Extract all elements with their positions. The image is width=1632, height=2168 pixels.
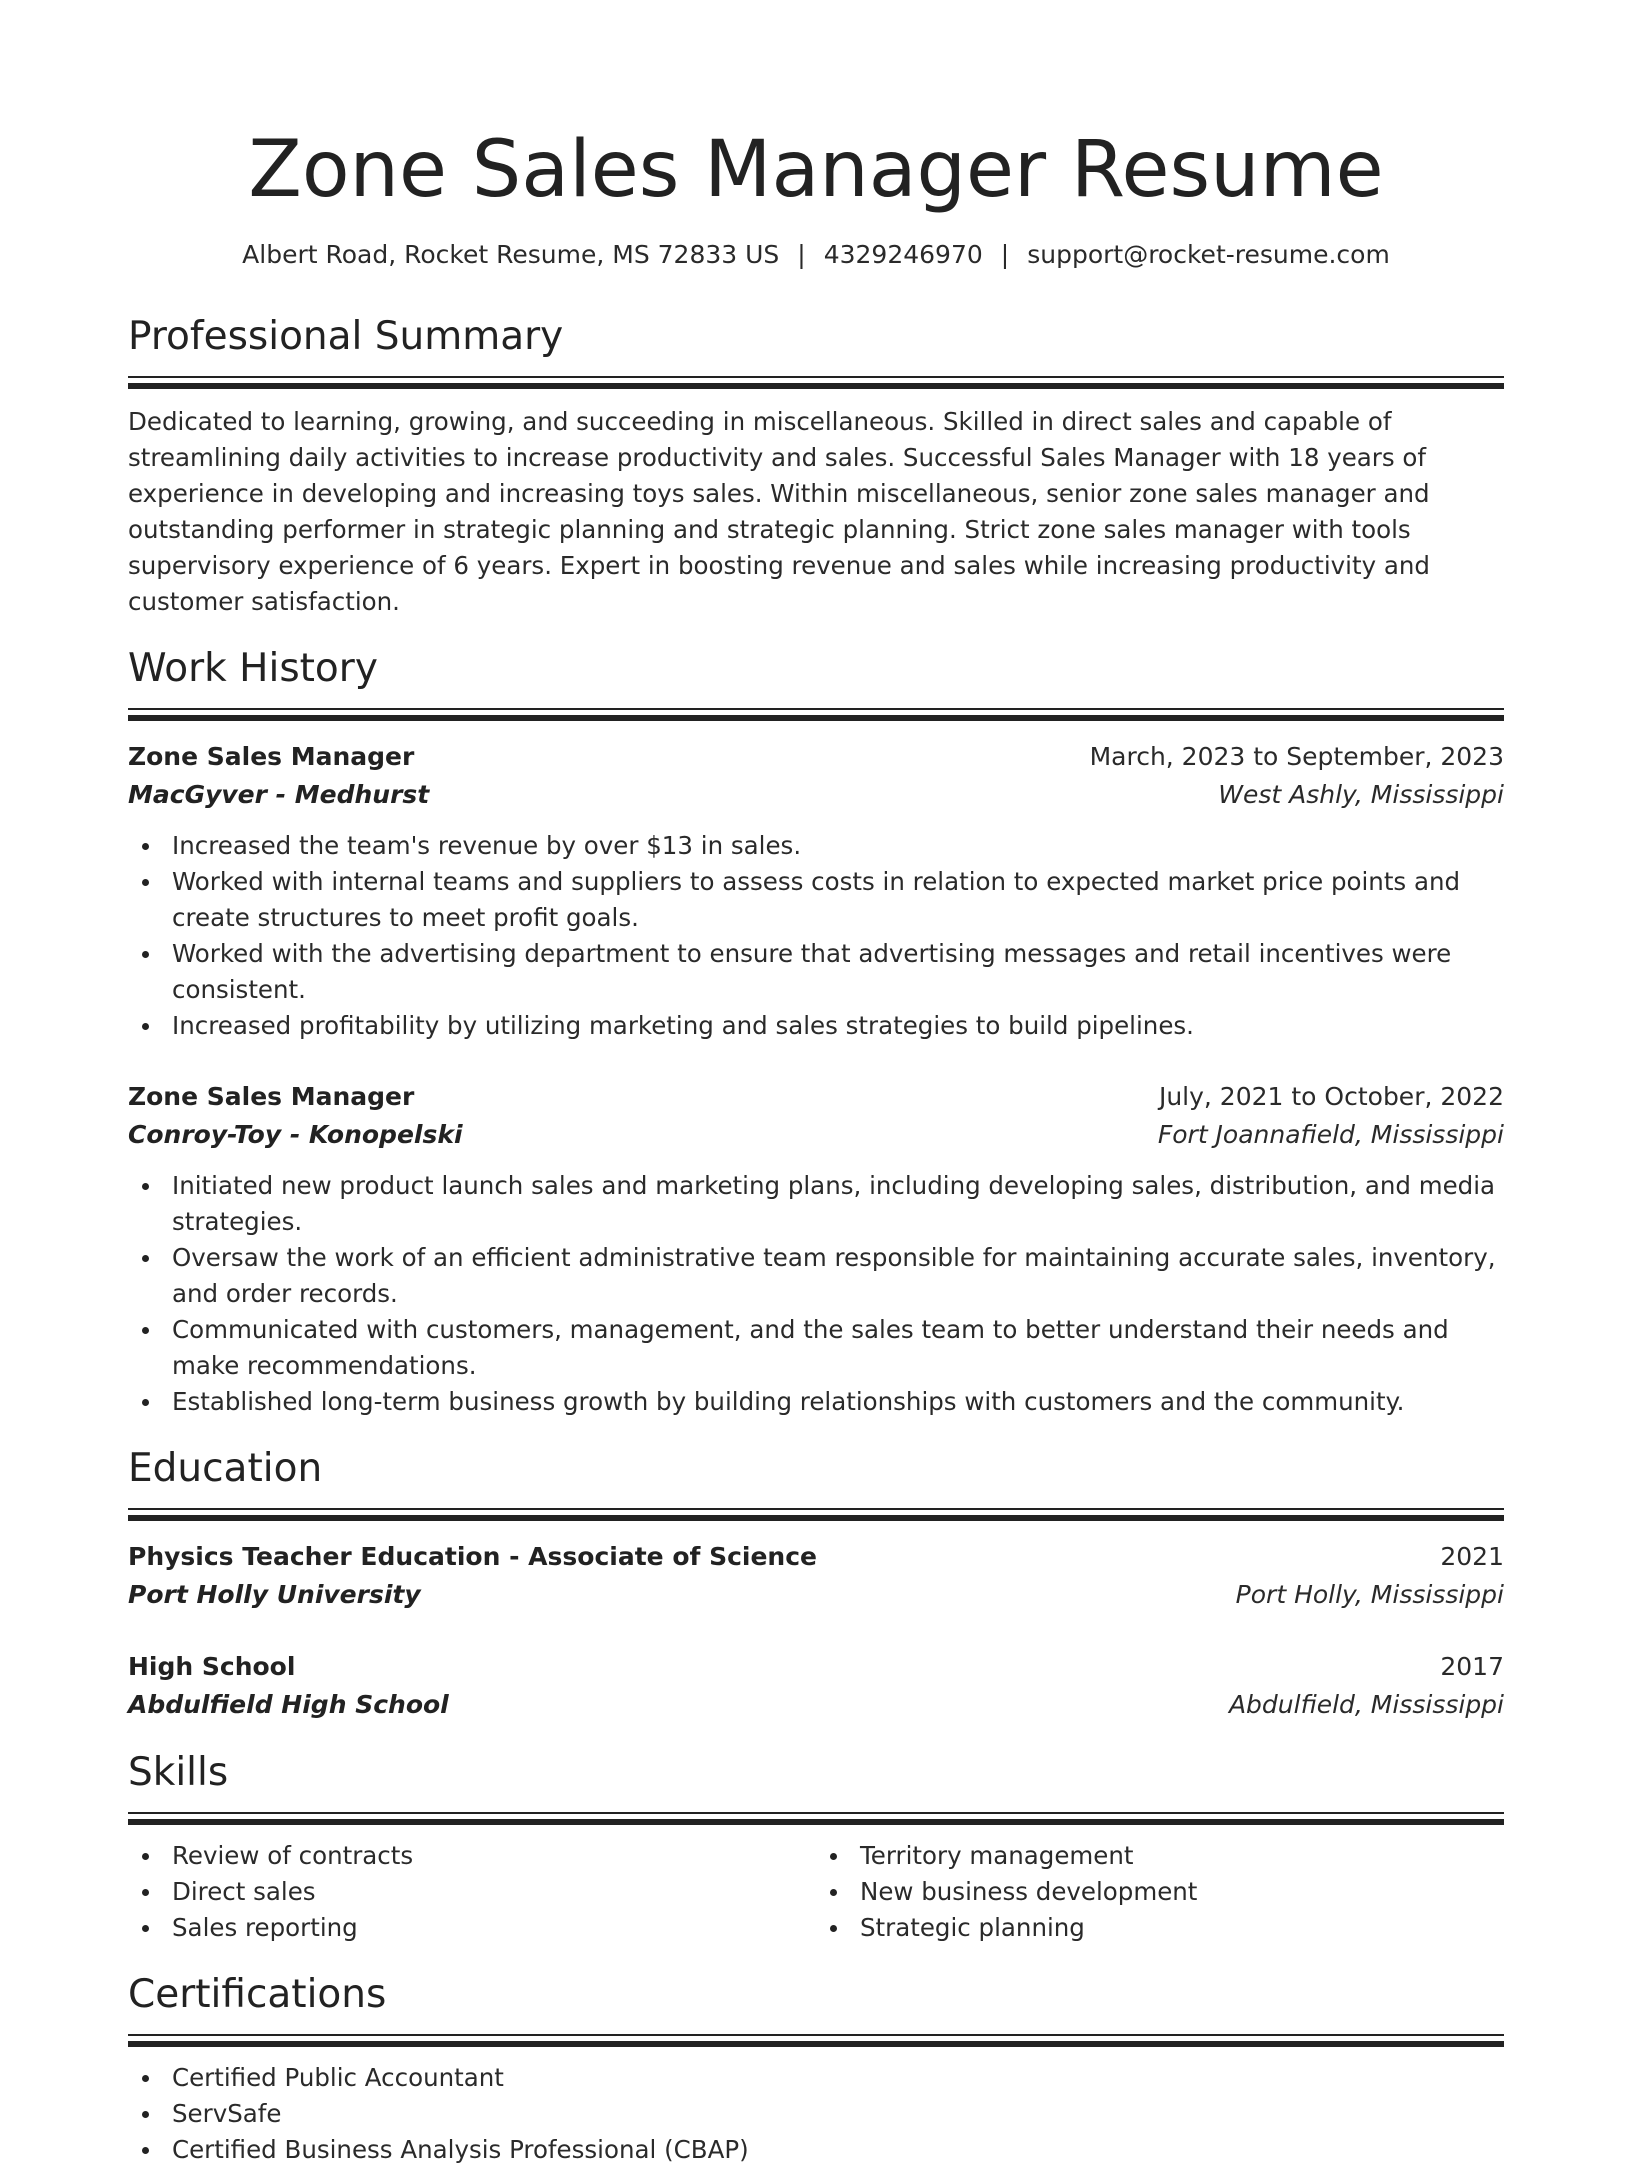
job-location: West Ashly, Mississippi — [1218, 780, 1504, 809]
list-item: Worked with the advertising department to ensure that advertising messages and retail incentives were consistent. — [128, 936, 1504, 1008]
skills-column-left — [128, 1838, 816, 1946]
contact-phone: 4329246970 — [823, 240, 983, 269]
education-section — [128, 1444, 1504, 1724]
school-name: Abdulfield High School — [128, 1690, 449, 1719]
section-divider — [128, 1508, 1504, 1520]
work-section — [128, 644, 1504, 1420]
list-item: Strategic planning — [816, 1910, 1504, 1946]
education-entry — [128, 1538, 1504, 1614]
education-entry — [128, 1648, 1504, 1724]
section-heading: Professional Summary — [128, 314, 564, 359]
school-name: Port Holly University — [128, 1580, 421, 1609]
job-company: Conroy-Toy - Konopelski — [128, 1120, 463, 1149]
skills-list — [128, 1838, 1504, 1946]
contact-separator: | — [1000, 240, 1010, 269]
certifications-list — [128, 2060, 1504, 2168]
list-item: Increased profitability by utilizing marketing and sales strategies to build pipelines. — [128, 1008, 1504, 1044]
job-entry — [128, 1078, 1504, 1420]
section-divider — [128, 2034, 1504, 2046]
job-bullets — [128, 828, 1504, 1044]
section-heading: Education — [128, 1446, 323, 1491]
contact-line — [128, 238, 1504, 272]
graduation-year: 2017 — [1440, 1652, 1504, 1681]
list-item: Communicated with customers, management, and the sales team to better understand their needs and make recommendations. — [128, 1312, 1504, 1384]
resume-title: Zone Sales Manager Resume — [248, 125, 1384, 215]
job-entry — [128, 738, 1504, 1044]
list-item: Initiated new product launch sales and marketing plans, including developing sales, distribution, and media strategies. — [128, 1168, 1504, 1240]
list-item: Certified Public Accountant — [128, 2060, 1504, 2096]
graduation-year: 2021 — [1440, 1542, 1504, 1571]
section-divider — [128, 376, 1504, 388]
summary-text: Dedicated to learning, growing, and succeeding in miscellaneous. Skilled in direct sales and capable of streamlining daily activities to increase productivity and sales. Successful Sales Manager with 18 years of experience in developing and increasing toys sales. Within miscellaneous, senior zone sales manager and outstanding performer in strategic planning and strategic planning. Strict zone sales manager with tools supervisory experience of 6 years. Expert in boosting revenue and sales while increasing productivity and customer satisfaction. — [128, 407, 1430, 616]
skills-section — [128, 1748, 1504, 1946]
school-location: Abdulfield, Mississippi — [1228, 1690, 1504, 1719]
section-heading: Work History — [128, 646, 378, 691]
job-bullets — [128, 1168, 1504, 1420]
list-item: Increased the team's revenue by over $13 in sales. — [128, 828, 1504, 864]
job-title: Zone Sales Manager — [128, 742, 415, 771]
contact-separator: | — [797, 240, 806, 269]
job-dates: July, 2021 to October, 2022 — [1158, 1082, 1504, 1111]
summary-section — [128, 312, 1504, 620]
degree: Physics Teacher Education - Associate of Science — [128, 1542, 818, 1571]
list-item: Oversaw the work of an efficient administrative team responsible for maintaining accurate sales, inventory, and order records. — [128, 1240, 1504, 1312]
job-company: MacGyver - Medhurst — [128, 780, 430, 809]
list-item: New business development — [816, 1874, 1504, 1910]
list-item: Worked with internal teams and suppliers to assess costs in relation to expected market price points and create structures to meet profit goals. — [128, 864, 1504, 936]
degree: High School — [128, 1652, 296, 1681]
list-item: Territory management — [816, 1838, 1504, 1874]
section-divider — [128, 1812, 1504, 1824]
section-heading: Skills — [128, 1750, 229, 1795]
section-heading: Certifications — [128, 1972, 387, 2017]
list-item: Established long-term business growth by building relationships with customers and the community. — [128, 1384, 1504, 1420]
section-divider — [128, 708, 1504, 720]
contact-email: support@rocket-resume.com — [1027, 240, 1390, 269]
contact-address: Albert Road, Rocket Resume, MS 72833 US — [242, 240, 780, 269]
list-item: Direct sales — [128, 1874, 816, 1910]
list-item: Sales reporting — [128, 1910, 816, 1946]
job-location: Fort Joannafield, Mississippi — [1157, 1120, 1504, 1149]
resume-page — [128, 120, 1504, 2168]
certifications-section — [128, 1970, 1504, 2168]
skills-column-right — [816, 1838, 1504, 1946]
list-item: Review of contracts — [128, 1838, 816, 1874]
job-dates: March, 2023 to September, 2023 — [1089, 742, 1504, 771]
school-location: Port Holly, Mississippi — [1235, 1580, 1504, 1609]
list-item: Certified Business Analysis Professional (CBAP) — [128, 2132, 1504, 2168]
job-title: Zone Sales Manager — [128, 1082, 415, 1111]
list-item: ServSafe — [128, 2096, 1504, 2132]
